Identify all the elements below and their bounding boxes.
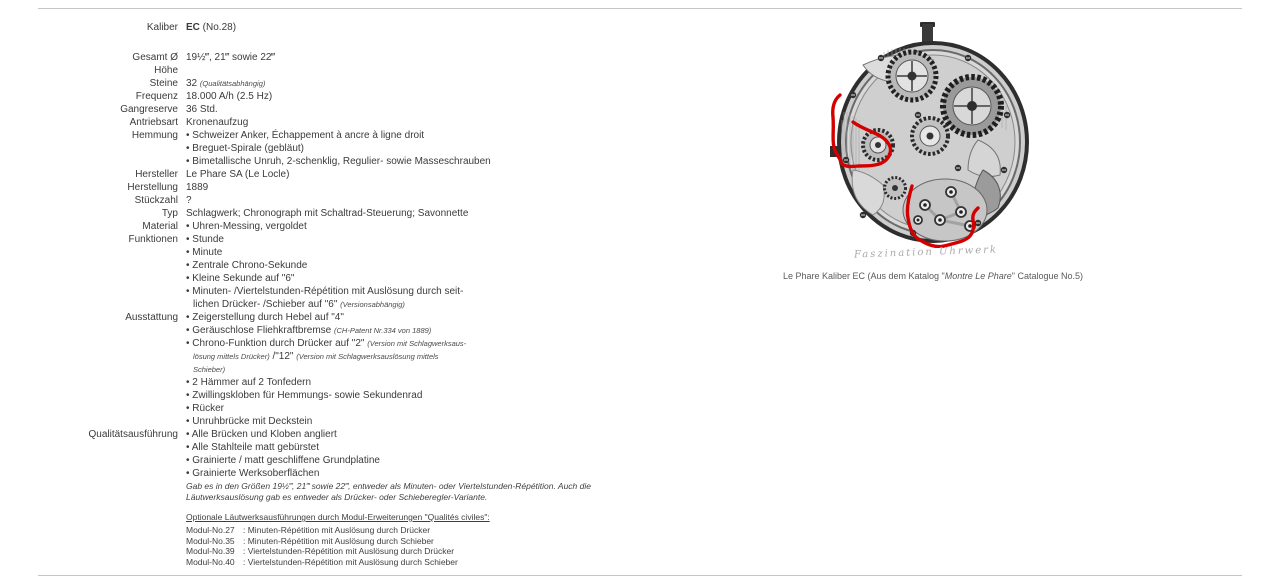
spec-line: [186, 454, 720, 467]
spec-row: [0, 51, 720, 64]
spec-label: Frequenz: [135, 91, 178, 102]
spec-label: Herstellung: [127, 182, 178, 193]
spec-row: [0, 77, 720, 90]
spec-row: [0, 129, 720, 168]
spec-text: (No.28): [199, 22, 237, 33]
spec-text: 36 Std.: [186, 104, 218, 115]
spec-value: [186, 311, 720, 428]
spec-value: [186, 181, 720, 194]
spec-row: [0, 168, 720, 181]
spec-text: 19½‴, 21‴ sowie 22‴: [186, 52, 276, 63]
spec-text: • Schweizer Anker, Échappement à ancre à ligne droit: [186, 130, 425, 141]
spec-text: • 2 Hämmer auf 2 Tonfedern: [186, 377, 312, 388]
spec-line: [186, 389, 720, 402]
spec-text: • Zeigerstellung durch Hebel auf "4": [186, 312, 344, 323]
gear-icon: [943, 77, 1001, 135]
spec-label: Material: [142, 221, 178, 232]
spec-line: [186, 350, 720, 363]
spec-text: • Stunde: [186, 234, 224, 245]
spec-text: 32: [186, 78, 200, 89]
spec-text: lösung mittels Drücker): [193, 352, 270, 361]
module-list: [186, 512, 591, 567]
spec-line: [186, 337, 720, 350]
spec-row: [0, 220, 720, 233]
spec-line: [186, 324, 720, 337]
spec-line: [186, 64, 720, 77]
spec-text: Kronenaufzug: [186, 117, 249, 128]
module-number: Modul-No.39: [186, 546, 235, 556]
module-desc: : Minuten-Répétition mit Auslösung durch Schieber: [243, 535, 434, 546]
spec-line: [186, 77, 720, 90]
spec-text: lichen Drücker- /Schieber auf "6": [193, 299, 341, 310]
spec-line: [186, 155, 720, 168]
spec-row: [0, 207, 720, 220]
spec-line: [186, 428, 720, 441]
module-number: Modul-No.40: [186, 556, 235, 567]
spec-text: • Kleine Sekunde auf "6": [186, 273, 295, 284]
spec-label: Hemmung: [131, 130, 178, 141]
spec-text: • Minute: [186, 247, 223, 258]
spec-line: [186, 441, 720, 454]
module-desc: : Minuten-Répétition mit Auslösung durch Drücker: [243, 525, 431, 535]
module-row: [186, 546, 591, 557]
spec-text: 1889: [186, 182, 209, 193]
spec-label: Ausstattung: [125, 312, 178, 323]
spec-row: [0, 311, 720, 428]
movement-engraving: [818, 20, 1034, 248]
module-desc: : Viertelstunden-Répétition mit Auslösung durch Schieber: [243, 556, 458, 567]
spec-line: [186, 298, 720, 311]
spec-text: • Bimetallische Unruh, 2-schenklig, Regulier- sowie Masseschrauben: [186, 156, 491, 167]
signature: Faszination Uhrwerk: [853, 244, 999, 261]
spec-value: [186, 168, 720, 181]
spec-value: [186, 194, 720, 207]
spec-line: [186, 402, 720, 415]
module-number: Modul-No.35: [186, 535, 235, 546]
spec-value: [186, 129, 720, 168]
spec-line: [186, 168, 720, 181]
spec-label: Stückzahl: [134, 195, 178, 206]
spec-text: • Grainierte Werksoberflächen: [186, 468, 320, 479]
figure-caption: Le Phare Kaliber EC (Aus dem Katalog "Montre Le Phare" Catalogue No.5): [782, 271, 1084, 281]
spec-text: • Zentrale Chrono-Sekunde: [186, 260, 308, 271]
spec-label: Gangreserve: [120, 104, 178, 115]
spec-text: • Uhren-Messing, vergoldet: [186, 221, 307, 232]
module-row: [186, 557, 591, 568]
spec-row: [0, 181, 720, 194]
spec-label: Hersteller: [135, 169, 178, 180]
spec-value: [186, 103, 720, 116]
spec-text: EC: [186, 22, 200, 33]
spec-line: [186, 129, 720, 142]
top-rule: [38, 8, 1242, 9]
spec-row: [0, 116, 720, 129]
spec-label: Typ: [161, 208, 178, 219]
module-row: [186, 536, 591, 547]
spec-line: [186, 415, 720, 428]
spec-row: [0, 64, 720, 77]
spec-text: (Qualitätsabhängig): [199, 79, 266, 88]
spec-label: Qualitätsausführung: [88, 429, 178, 440]
spec-line: [186, 207, 720, 220]
spec-line: [186, 21, 720, 34]
module-row: [186, 525, 591, 536]
spec-text: • Chrono-Funktion durch Drücker auf "2": [186, 338, 368, 349]
spec-text: • Alle Brücken und Kloben angliert: [186, 429, 337, 440]
variant-note: [186, 481, 591, 503]
spec-text: (CH-Patent Nr.334 von 1889): [334, 326, 432, 335]
spec-line: [186, 220, 720, 233]
spec-label: Höhe: [154, 65, 178, 76]
spec-text: • Geräuschlose Fliehkraftbremse: [186, 325, 335, 336]
spec-line: [186, 246, 720, 259]
note-line: Läutwerksauslösung gab es entweder als Drücker- oder Schieberegler-Variante.: [186, 492, 488, 502]
spec-line: [186, 467, 720, 480]
spec-text: /"12": [269, 351, 297, 362]
spec-table: [0, 21, 720, 480]
gear-icon: [885, 178, 906, 199]
spec-row: [0, 103, 720, 116]
spec-value: [186, 77, 720, 90]
spec-text: 18.000 A/h (2.5 Hz): [186, 91, 273, 102]
spec-line: [186, 51, 720, 64]
spec-value: [186, 90, 720, 103]
spec-text: Le Phare SA (Le Locle): [186, 169, 290, 180]
spec-text: • Minuten- /Viertelstunden-Répétition mit Auslösung durch seit-: [186, 286, 464, 297]
spec-label: Funktionen: [128, 234, 178, 245]
spec-text: • Zwillingskloben für Hemmungs- sowie Sekundenrad: [186, 390, 423, 401]
spec-line: [186, 285, 720, 298]
module-desc: : Viertelstunden-Répétition mit Auslösung durch Drücker: [243, 546, 455, 556]
spec-label: Antriebsart: [129, 117, 178, 128]
spec-label: Steine: [149, 78, 178, 89]
module-list-header: Optionale Läutwerksausführungen durch Modul-Erweiterungen "Qualités civiles":: [186, 512, 490, 522]
module-number: Modul-No.27: [186, 525, 235, 535]
note-line: Gab es in den Größen 19½‴, 21‴ sowie 22‴, entweder als Minuten- oder Viertelstunden-Répétition. Auch die: [186, 481, 591, 491]
gear-icon: [912, 118, 948, 154]
spec-text: (Version mit Schlagwerksauslösung mittels: [296, 352, 439, 361]
spec-text: • Breguet-Spirale (gebläut): [186, 143, 305, 154]
spec-value: [186, 116, 720, 129]
spec-text: • Alle Stahlteile matt gebürstet: [186, 442, 320, 453]
spec-value: [186, 220, 720, 233]
spec-label: Gesamt Ø: [132, 52, 178, 63]
spec-line: [186, 181, 720, 194]
spec-line: [186, 272, 720, 285]
crown-stem-icon: [920, 22, 935, 42]
spec-value: [186, 21, 720, 34]
spec-line: [186, 363, 720, 376]
spec-line: [186, 376, 720, 389]
spec-line: [186, 233, 720, 246]
spec-value: [186, 428, 720, 480]
spec-row: [0, 21, 720, 34]
spec-line: [186, 142, 720, 155]
bottom-rule: [38, 575, 1242, 576]
spec-text: Schlagwerk; Chronograph mit Schaltrad-Steuerung; Savonnette: [186, 208, 469, 219]
spec-line: [186, 311, 720, 324]
spec-line: [186, 90, 720, 103]
spec-text: • Rücker: [186, 403, 224, 414]
spec-row: [0, 233, 720, 311]
spec-line: [186, 259, 720, 272]
spec-line: [186, 103, 720, 116]
spec-value: [186, 64, 720, 77]
spec-row: [0, 428, 720, 480]
spec-value: [186, 233, 720, 311]
spec-text: ?: [186, 195, 192, 206]
footnotes: [186, 481, 591, 567]
gear-icon: [888, 52, 936, 100]
spec-value: [186, 207, 720, 220]
spec-text: (Version mit Schlagwerksaus-: [367, 339, 467, 348]
spec-row: [0, 90, 720, 103]
spec-text: Schieber): [193, 365, 226, 374]
spec-text: • Grainierte / matt geschliffene Grundplatine: [186, 455, 380, 466]
spec-value: [186, 51, 720, 64]
spec-row: [0, 194, 720, 207]
spec-line: [186, 194, 720, 207]
spec-label: Kaliber: [146, 22, 178, 33]
spec-line: [186, 116, 720, 129]
spec-text: • Unruhbrücke mit Deckstein: [186, 416, 313, 427]
spec-text: (Versionsabhängig): [340, 300, 405, 309]
